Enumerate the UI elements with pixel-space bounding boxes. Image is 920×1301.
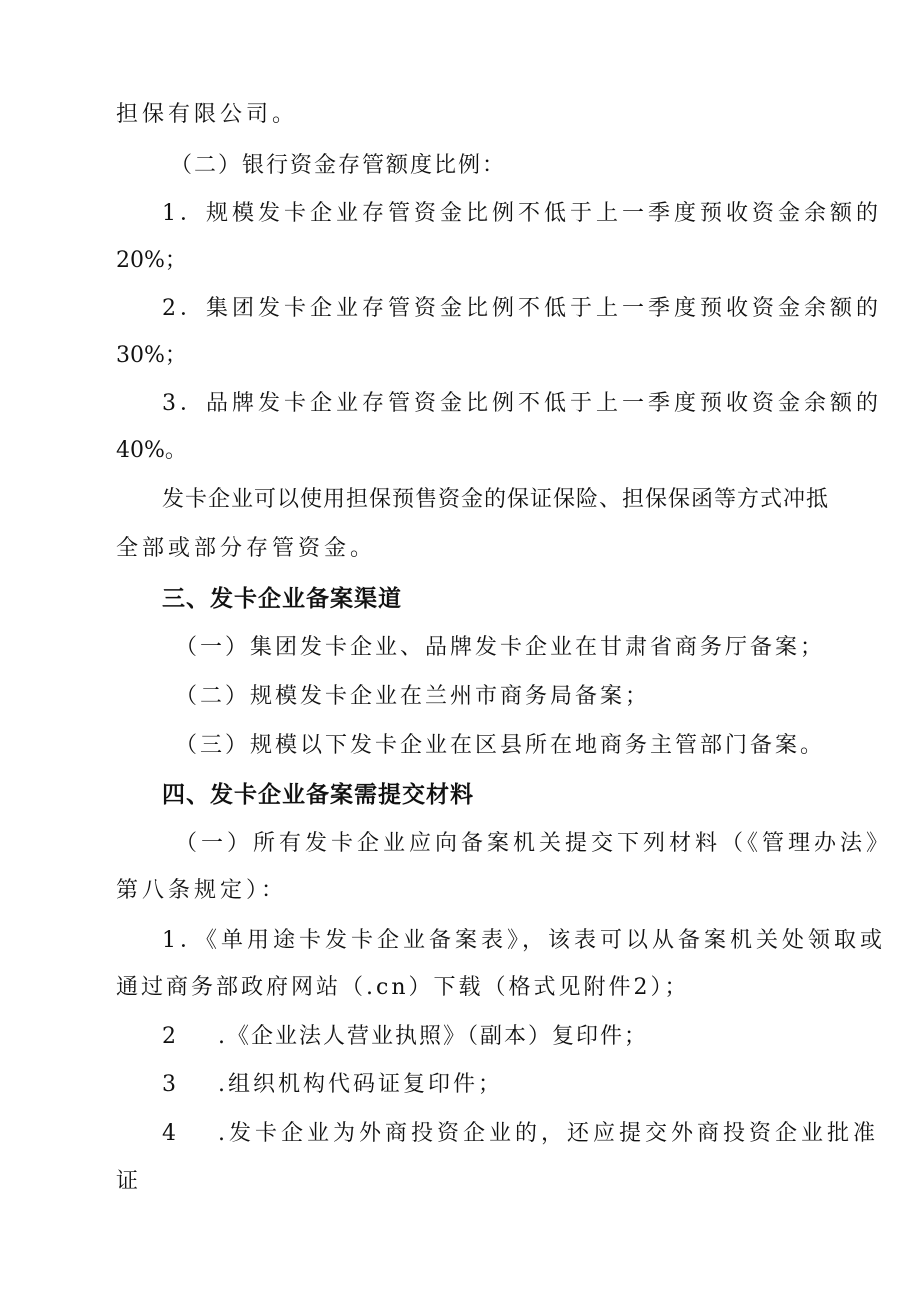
list-item-number: 2: [162, 1024, 176, 1049]
paragraph-text: 担保有限公司。: [116, 102, 299, 127]
paragraph-continuation: 全部或部分存管资金。: [116, 536, 377, 561]
list-item-text: 3．品牌发卡企业存管资金比例不低于上一季度预收资金余额的: [162, 391, 882, 416]
list-item-text: .发卡企业为外商投资企业的，还应提交外商投资企业批准: [218, 1121, 879, 1146]
section-subheading: （二）银行资金存管额度比例：: [170, 153, 507, 178]
section-heading: 三、发卡企业备案渠道: [162, 586, 402, 612]
list-item-number: 4: [162, 1121, 176, 1146]
paragraph-continuation: 第八条规定）：: [116, 878, 288, 903]
list-item-text: （三）规模以下发卡企业在区县所在地商务主管部门备案。: [175, 733, 826, 758]
list-item-text: 1．《单用途卡发卡企业备案表》，该表可以从备案机关处领取或: [162, 928, 886, 953]
list-item-continuation: 通过商务部政府网站（.cn）下载（格式见附件2）；: [116, 975, 690, 1000]
list-item-text: .组织机构代码证复印件；: [218, 1072, 503, 1097]
paragraph-text: 发卡企业可以使用担保预售资金的保证保险、担保保函等方式冲抵: [162, 487, 830, 512]
list-item-number: 3: [162, 1072, 176, 1097]
paragraph-text: （一）所有发卡企业应向备案机关提交下列材料（《管理办法》: [175, 831, 893, 856]
list-item-text: （一）集团发卡企业、品牌发卡企业在甘肃省商务厅备案；: [175, 635, 826, 660]
list-item-text: （二）规模发卡企业在兰州市商务局备案；: [175, 684, 651, 709]
list-item-continuation: 20%；: [116, 248, 187, 273]
list-item-text: .《企业法人营业执照》（副本）复印件；: [218, 1024, 648, 1049]
list-item-continuation: 30%；: [116, 343, 187, 368]
list-item-text: 2．集团发卡企业存管资金比例不低于上一季度预收资金余额的: [162, 296, 882, 321]
list-item-text: 1．规模发卡企业存管资金比例不低于上一季度预收资金余额的: [162, 201, 882, 226]
section-heading: 四、发卡企业备案需提交材料: [162, 782, 474, 808]
list-item-continuation: 40%。: [116, 438, 187, 463]
list-item-continuation: 证: [116, 1169, 139, 1194]
